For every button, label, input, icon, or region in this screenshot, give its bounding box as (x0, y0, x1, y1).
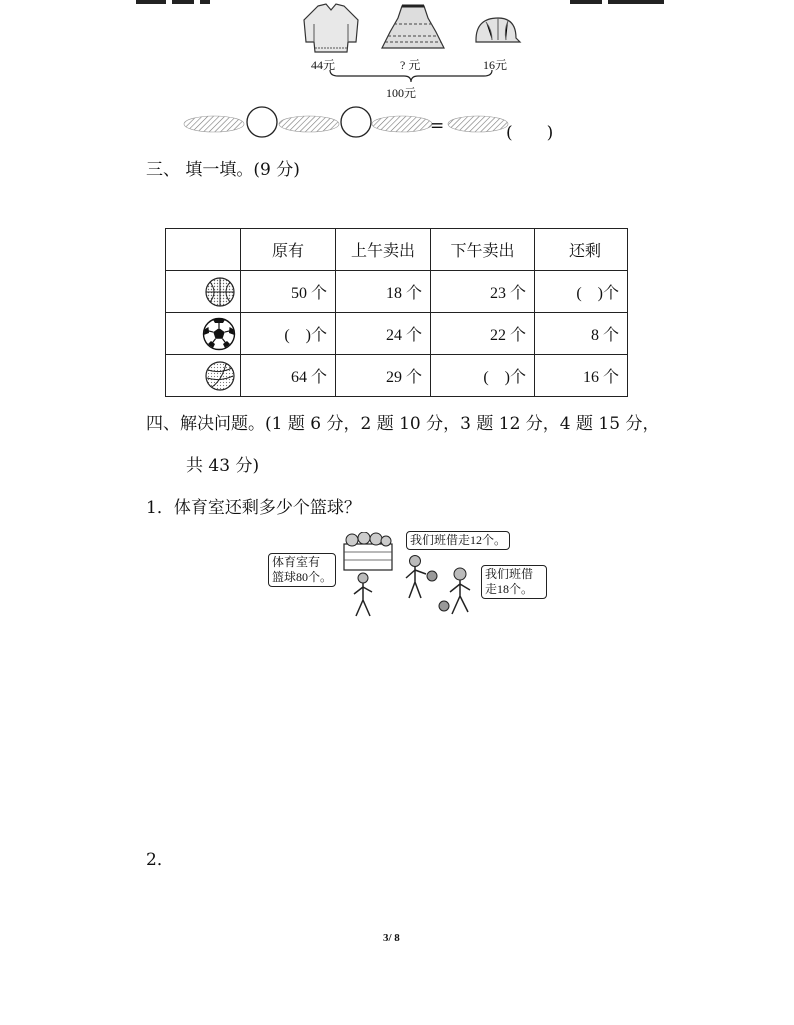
blank-cell[interactable]: ( )个 (535, 271, 628, 313)
table-row (166, 313, 628, 355)
student-figure-2-icon (436, 566, 478, 618)
answer-blank: ( ) (506, 123, 554, 143)
price-middle: ? 元 (400, 58, 421, 72)
speech-bubble-gym (268, 553, 336, 587)
sweater-icon (300, 2, 362, 54)
volleyball-icon (204, 360, 236, 392)
operator-circle-1 (247, 107, 277, 137)
bubble-gym-line2: 篮球80个。 (272, 570, 333, 584)
basketball-crate-icon (342, 532, 394, 572)
bubble-class2-line2: 走18个。 (485, 582, 534, 596)
cell: 24 个 (336, 313, 431, 355)
bubble-gym-line1: 体育室有 (272, 555, 321, 569)
soccer-ball-icon (202, 317, 236, 351)
cell: 64 个 (241, 355, 336, 397)
skirt-icon (378, 2, 448, 54)
total-price: 100元 (386, 86, 417, 100)
speech-bubble-class-1: 我们班借走12个。 (406, 531, 510, 550)
header-cell-empty (166, 229, 241, 271)
blank-cell[interactable]: ( )个 (431, 355, 535, 397)
section3-heading: 三、 填一填。(9 分) (146, 160, 300, 180)
teacher-figure-icon (350, 572, 376, 620)
question-2: 2． (146, 850, 174, 870)
cell: 22 个 (431, 313, 535, 355)
blank-cell[interactable]: ( )个 (241, 313, 336, 355)
price-left: 44元 (311, 58, 336, 72)
fill-table (165, 228, 628, 397)
table-row (166, 355, 628, 397)
bubble-class2-line1: 我们班借 (485, 567, 534, 581)
header-cell-morning-sold: 上午卖出 (336, 229, 431, 271)
equation-row (180, 104, 520, 144)
operator-circle-2 (341, 107, 371, 137)
blank-oval-3 (372, 116, 432, 132)
cell: 16 个 (535, 355, 628, 397)
cell: 50 个 (241, 271, 336, 313)
header-cell-original: 原有 (241, 229, 336, 271)
cell: 8 个 (535, 313, 628, 355)
cell: 23 个 (431, 271, 535, 313)
basketball-icon (204, 276, 236, 308)
blank-oval-1 (184, 116, 244, 132)
question-1: 1．体育室还剩多少个篮球？ (146, 498, 361, 518)
cell: 18 个 (336, 271, 431, 313)
top-problem (0, 0, 794, 145)
cell: 29 个 (336, 355, 431, 397)
blank-oval-4 (448, 116, 508, 132)
ball-cell (166, 313, 241, 355)
table-header-row (166, 229, 628, 271)
total-brace (328, 68, 494, 84)
ball-cell (166, 355, 241, 397)
price-right: 16元 (483, 58, 508, 72)
speech-bubble-class-2 (481, 565, 547, 599)
equals-sign: = (430, 116, 445, 136)
blank-oval-2 (279, 116, 339, 132)
ball-cell (166, 271, 241, 313)
table-row (166, 271, 628, 313)
page-number: 3/ 8 (383, 932, 400, 944)
header-cell-remaining: 还剩 (535, 229, 628, 271)
section4-heading-line2: 共 43 分) (186, 456, 260, 476)
cap-icon (470, 12, 522, 50)
section4-heading-line1: 四、解决问题。(1 题 6 分，2 题 10 分，3 题 12 分，4 题 15 分， (146, 414, 660, 434)
header-cell-afternoon-sold: 下午卖出 (431, 229, 535, 271)
